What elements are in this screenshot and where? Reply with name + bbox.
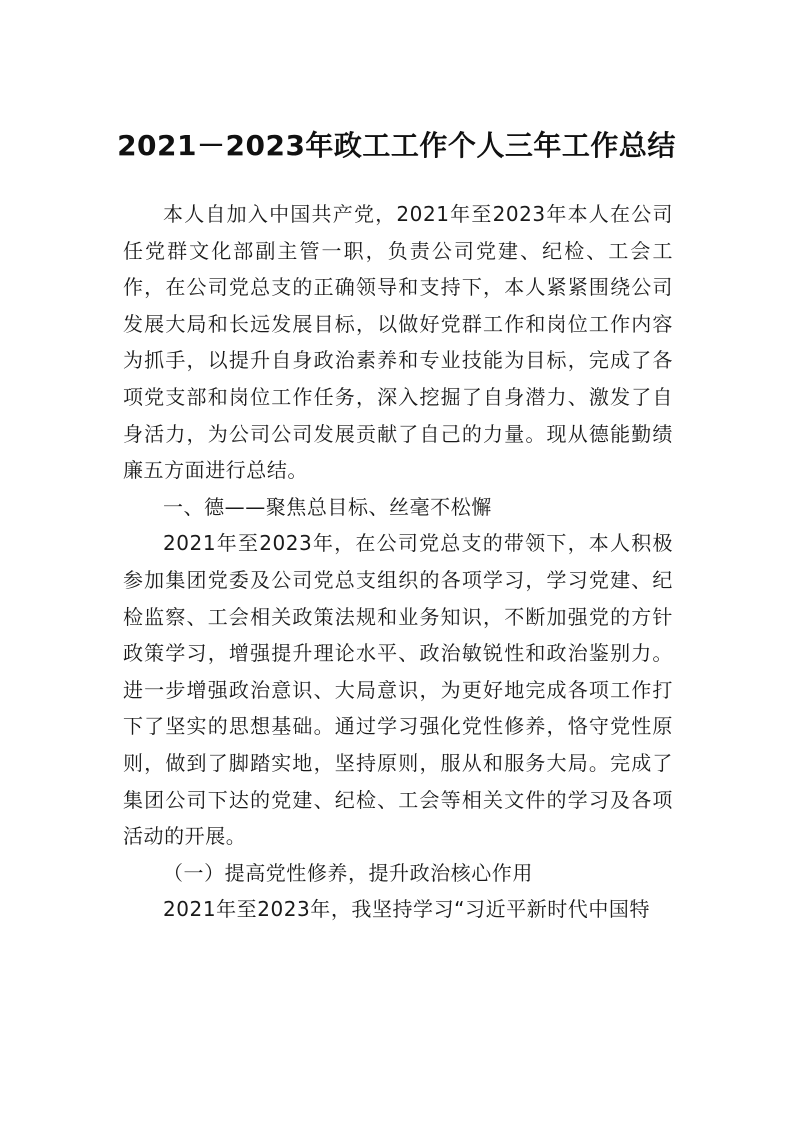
subsection-paragraph-1: 2021年至2023年，我坚持学习“习近平新时代中国特 [163, 897, 651, 922]
section-heading-de: 一、德——聚焦总目标、丝毫不松懈 [163, 494, 492, 519]
subsection-heading-1: （一）提高党性修养，提升政治核心作用 [163, 860, 533, 885]
intro-paragraph: 本人自加入中国共产党，2021年至2023年本人在公司任党群文化部副主管一职，负责公司党建、纪检、工会工作，在公司党总支的正确领导和支持下，本人紧紧围绕公司发展大局和长远发展目标，以做好党群工作和岗位工作内容为抓手，以提升自身政治素养和专业技能为目标，完成了各项党支部和岗位工作任务，深入挖掘了自身潜力、激发了自身活力，为公司公司发展贡献了自己的力量。现从德能勤绩廉五方面进行总结。 [123, 202, 673, 483]
document-body [123, 196, 673, 928]
document-title: 2021－2023年政工工作个人三年工作总结 [117, 129, 676, 162]
de-section-paragraph: 2021年至2023年，在公司党总支的带领下，本人积极参加集团党委及公司党总支组织的各项学习，学习党建、纪检监察、工会相关政策法规和业务知识，不断加强党的方针政策学习，增强提升理论水平、政治敏锐性和政治鉴别力。进一步增强政治意识、大局意识，为更好地完成各项工作打下了坚实的思想基础。通过学习强化党性修养，恪守党性原则，做到了脚踏实地，坚持原则，服从和服务大局。完成了集团公司下达的党建、纪检、工会等相关文件的学习及各项活动的开展。 [123, 531, 673, 849]
